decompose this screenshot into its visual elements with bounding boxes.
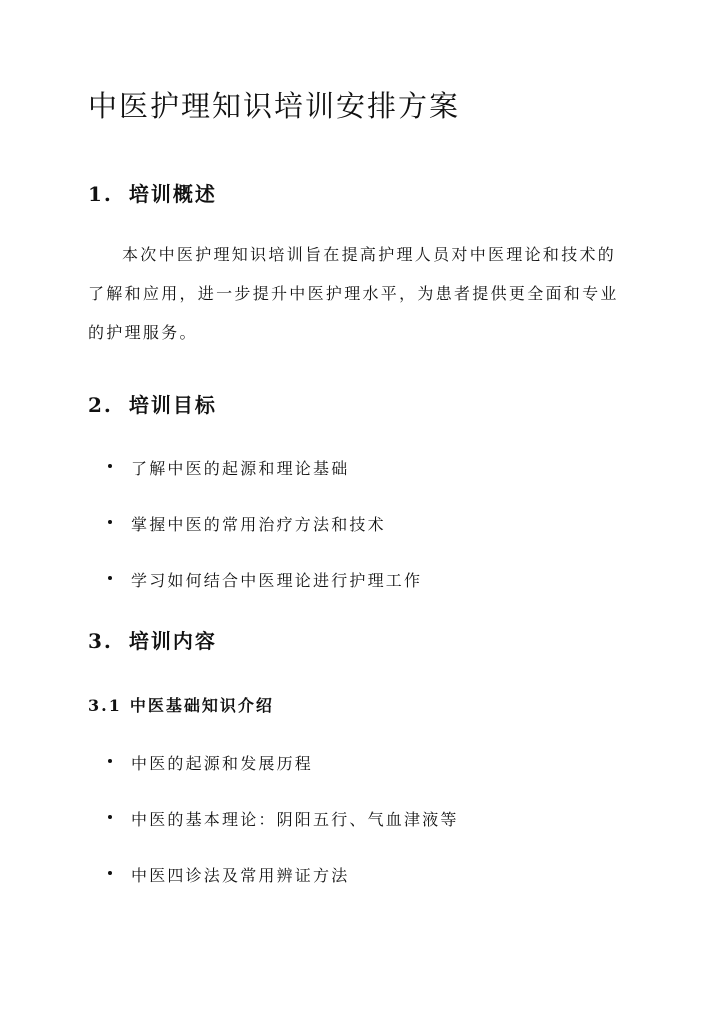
section-title: 培训目标 [128,393,217,417]
list-item-text: 中医四诊法及常用辨证方法 [131,866,350,885]
list-item [108,751,459,807]
paragraph-line: 的护理服务。 [88,323,198,342]
section-heading-overview [88,178,217,207]
bullet-icon [108,815,112,819]
section-heading-goals [88,389,217,418]
list-item [108,863,459,919]
section-number: 2. [88,393,113,417]
list-item [108,512,422,568]
section-number: 1. [88,182,113,206]
subsection-heading-basics [88,693,274,716]
list-item-text: 了解中医的起源和理论基础 [131,459,350,478]
section-title: 培训概述 [128,182,217,206]
paragraph-line: 本次中医护理知识培训旨在提高护理人员对中医理论和技术的 [122,245,617,264]
goals-list [108,456,422,624]
list-item-text: 中医的起源和发展历程 [131,754,314,773]
document-title: 中医护理知识培训安排方案 [88,89,461,123]
subsection-number: 3.1 [88,696,122,715]
bullet-icon [108,759,112,763]
bullet-icon [108,520,112,524]
overview-paragraph [88,235,636,352]
basics-list [108,751,459,919]
bullet-icon [108,576,112,580]
section-number: 3. [88,629,113,653]
section-heading-content [88,625,217,654]
list-item-text: 中医的基本理论：阴阳五行、气血津液等 [131,810,459,829]
list-item [108,456,422,512]
list-item-text: 掌握中医的常用治疗方法和技术 [131,515,386,534]
list-item [108,807,459,863]
list-item [108,568,422,624]
paragraph-line: 了解和应用，进一步提升中医护理水平，为患者提供更全面和专业 [88,284,619,303]
subsection-title: 中医基础知识介绍 [129,696,274,715]
bullet-icon [108,464,112,468]
section-title: 培训内容 [128,629,217,653]
bullet-icon [108,871,112,875]
list-item-text: 学习如何结合中医理论进行护理工作 [131,571,423,590]
